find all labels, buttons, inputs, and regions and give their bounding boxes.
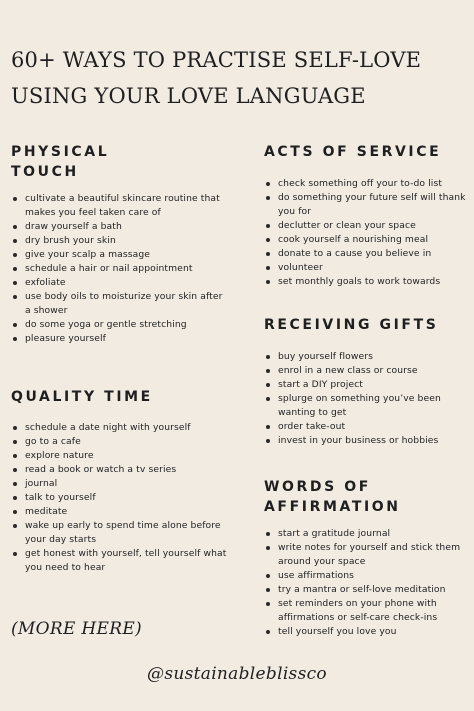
section-heading-words-of-affirmation [264, 477, 474, 517]
receiving-gifts-list [264, 350, 474, 448]
list-item: start a gratitude journal [264, 527, 474, 541]
words-of-affirmation-list [264, 527, 474, 639]
list-item: journal [11, 477, 231, 491]
list-item: invest in your business or hobbies [264, 434, 474, 448]
acts-of-service-list [264, 177, 474, 289]
section-heading-physical-touch [11, 142, 231, 182]
list-item: start a DIY project [264, 378, 474, 392]
list-item: schedule a date night with yourself [11, 421, 231, 435]
list-item: wake up early to spend time alone before your day starts [11, 519, 231, 547]
list-item: explore nature [11, 449, 231, 463]
section-heading-acts-of-service: ACTS OF SERVICE [264, 144, 442, 160]
list-item: volunteer [264, 261, 474, 275]
list-item: exfoliate [11, 276, 231, 290]
more-here-link[interactable]: (MORE HERE) [11, 619, 142, 639]
list-item: enrol in a new class or course [264, 364, 474, 378]
list-item: set reminders on your phone with affirmations or self-care check-ins [264, 597, 474, 625]
list-item: write notes for yourself and stick them around your space [264, 541, 474, 569]
list-item: splurge on something you’ve been wanting to get [264, 392, 474, 420]
heading-line-1: PHYSICAL [11, 144, 110, 160]
section-words-of-affirmation [264, 477, 474, 639]
list-item: declutter or clean your space [264, 219, 474, 233]
list-item: tell yourself you love you [264, 625, 474, 639]
list-item: read a book or watch a tv series [11, 463, 231, 477]
list-item: buy yourself flowers [264, 350, 474, 364]
list-item: talk to yourself [11, 491, 231, 505]
list-item: donate to a cause you believe in [264, 247, 474, 261]
list-item: dry brush your skin [11, 234, 231, 248]
heading-line-1: WORDS OF [264, 479, 371, 495]
heading-line-2: TOUCH [11, 164, 79, 180]
list-item: get honest with yourself, tell yourself what you need to hear [11, 547, 231, 575]
list-item: use body oils to moisturize your skin after a shower [11, 290, 231, 318]
list-item: use affirmations [264, 569, 474, 583]
list-item: set monthly goals to work towards [264, 275, 474, 289]
list-item: do some yoga or gentle stretching [11, 318, 231, 332]
list-item: schedule a hair or nail appointment [11, 262, 231, 276]
list-item: try a mantra or self-love meditation [264, 583, 474, 597]
list-item: draw yourself a bath [11, 220, 231, 234]
social-handle: @sustainableblissco [147, 664, 327, 684]
section-receiving-gifts [264, 315, 474, 448]
page-title-line-2: USING YOUR LOVE LANGUAGE [11, 84, 366, 108]
list-item: order take-out [264, 420, 474, 434]
list-item: check something off your to-do list [264, 177, 474, 191]
physical-touch-list [11, 192, 231, 346]
list-item: cultivate a beautiful skincare routine that makes you feel taken care of [11, 192, 231, 220]
heading-line-2: AFFIRMATION [264, 499, 401, 515]
section-heading-receiving-gifts: RECEIVING GIFTS [264, 317, 439, 333]
section-quality-time [11, 387, 231, 575]
list-item: give your scalp a massage [11, 248, 231, 262]
section-acts-of-service [264, 142, 474, 289]
list-item: meditate [11, 505, 231, 519]
page-title [11, 42, 471, 114]
list-item: cook yourself a nourishing meal [264, 233, 474, 247]
section-physical-touch [11, 142, 231, 346]
list-item: pleasure yourself [11, 332, 231, 346]
list-item: do something your future self will thank you for [264, 191, 474, 219]
page-title-line-1: 60+ WAYS TO PRACTISE SELF-LOVE [11, 48, 422, 72]
quality-time-list [11, 421, 231, 575]
section-heading-quality-time: QUALITY TIME [11, 389, 153, 405]
list-item: go to a cafe [11, 435, 231, 449]
